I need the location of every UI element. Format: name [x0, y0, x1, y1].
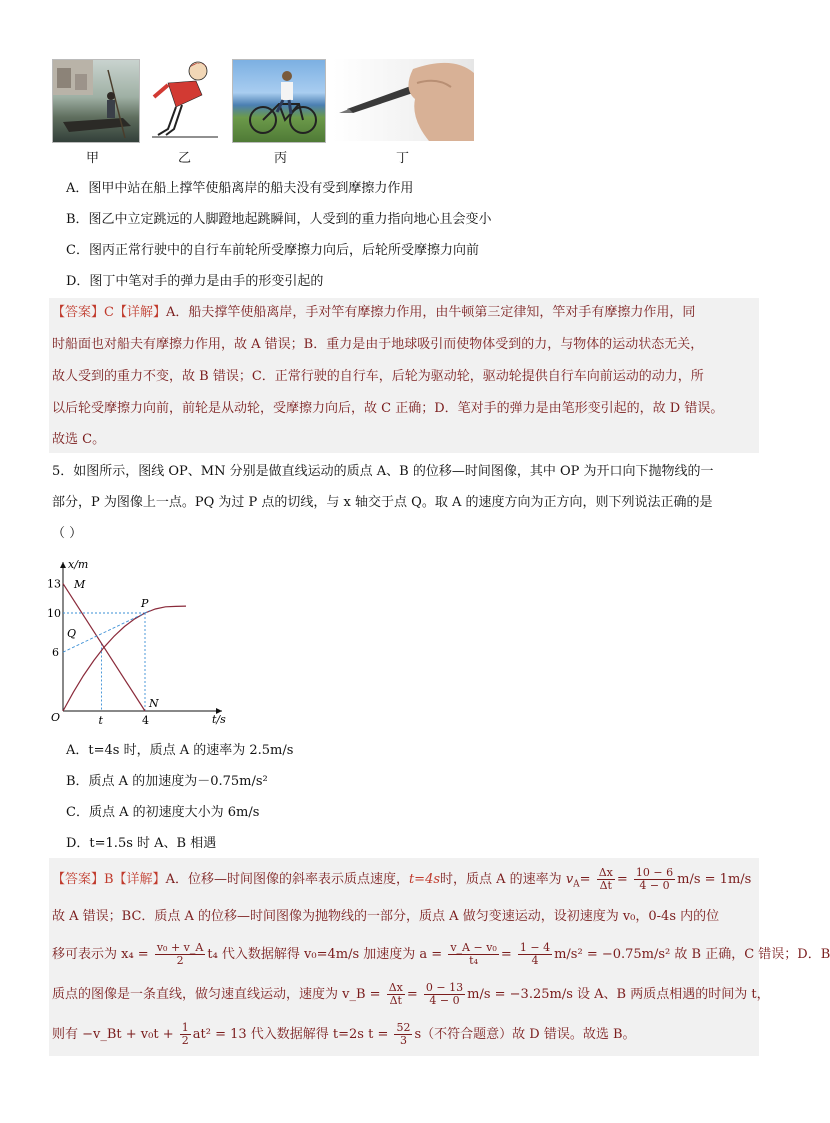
- point-label-q: Q: [67, 627, 77, 640]
- q5-a1-eq: =: [579, 872, 591, 887]
- q5-option-b: B．质点 A 的加速度为－0.75m/s²: [66, 774, 268, 789]
- q5-a5-text: 则有 −v_Bt + v₀t +: [52, 1027, 174, 1042]
- series-mn-line: [63, 584, 145, 711]
- caption-bing: 丙: [274, 151, 288, 166]
- q5-a3-frac-1: [155, 942, 206, 967]
- x-axis-label: t/s: [212, 713, 226, 726]
- q5-a1-text: A．位移—时间图像的斜率表示质点速度，: [165, 872, 409, 887]
- q5-answer-tag: 【答案】B【详解】: [52, 872, 166, 887]
- frac-num: 1 − 4: [519, 941, 551, 954]
- q5-answer-line-1: [52, 867, 751, 895]
- photo-cyclist: [232, 59, 326, 143]
- y-tick-13: 13: [47, 577, 61, 591]
- frac-den: 3: [399, 1034, 407, 1047]
- frac-num: 10 − 6: [635, 866, 674, 879]
- q5-a1-v: v: [565, 872, 574, 887]
- q4-option-b: B．图乙中立定跳远的人脚蹬地起跳瞬间，人受到的重力指向地心且会变小: [66, 212, 492, 227]
- frac-num: v₀ + v_A: [156, 941, 204, 954]
- y-tick-10: 10: [47, 607, 61, 620]
- q5-a3-frac-3: [518, 942, 552, 967]
- q5-a5-frac-1: [180, 1022, 191, 1047]
- frac-den: Δt: [389, 994, 402, 1007]
- q5-option-c: C．质点 A 的初速度大小为 6m/s: [66, 805, 260, 820]
- q5-a1-sub: A: [573, 879, 580, 890]
- q4-answer-text-1: A．船夫撑竿使船离岸，手对竿有摩擦力作用，由牛顿第三定律知，竿对手有摩擦力作用，同: [165, 305, 696, 320]
- frac-den: 4: [531, 954, 539, 967]
- caption-jia: 甲: [86, 151, 100, 166]
- caption-yi: 乙: [178, 151, 192, 166]
- q4-option-d: D．图丁中笔对手的弹力是由手的形变引起的: [66, 274, 324, 289]
- frac-num: 52: [396, 1021, 411, 1034]
- y-axis-label: x/m: [68, 558, 89, 571]
- point-label-p: P: [141, 597, 149, 610]
- frac-den: 2: [181, 1034, 189, 1047]
- frac-num: 0 − 13: [425, 981, 464, 994]
- q4-option-c: C．图丙正常行驶中的自行车前轮所受摩擦力向后，后轮所受摩擦力向前: [66, 243, 479, 258]
- q5-a4-text: 质点的图像是一条直线，做匀速直线运动，速度为 v_B =: [52, 987, 381, 1002]
- q4-option-a: A．图甲中站在船上撑竿使船离岸的船夫没有受到摩擦力作用: [66, 181, 414, 196]
- q5-stem-line-3: （ ）: [52, 526, 83, 541]
- origin-label: O: [51, 711, 61, 724]
- series-op-curve: [63, 606, 186, 711]
- q5-a5-text3: s（不符合题意）故 D 错误。故选 B。: [414, 1027, 636, 1042]
- point-label-n: N: [149, 697, 159, 710]
- q4-answer-line-2: 时船面也对船夫有摩擦力作用，故 A 错误；B．重力是由于地球吸引而使物体受到的力，与物体的运动状态无关，: [52, 337, 704, 352]
- y-tick-6: 6: [52, 646, 59, 660]
- q5-answer-line-5: [52, 1022, 636, 1047]
- frac-den: t₄: [469, 954, 478, 967]
- q5-a3-text2: t₄ 代入数据解得 v₀=4m/s 加速度为 a =: [207, 947, 443, 962]
- q5-a1-frac-num: [634, 867, 675, 892]
- caption-ding: 丁: [396, 151, 410, 166]
- frac-den: 4 − 0: [429, 994, 460, 1007]
- q5-stem-line-1: 5．如图所示，图线 OP、MN 分别是做直线运动的质点 A、B 的位移—时间图像，其中 OP 为开口向下抛物线的一: [52, 464, 714, 479]
- q5-a5-text2: at² = 13 代入数据解得 t=2s t =: [192, 1027, 389, 1042]
- x-tick-4: 4: [142, 714, 149, 727]
- q5-answer-line-2: 故 A 错误；BC．质点 A 的位移—时间图像为抛物线的一部分，质点 A 做匀变速运动，设初速度为 v₀，0-4s 内的位: [52, 909, 720, 924]
- q5-a4-frac-1: [387, 982, 405, 1007]
- q5-a3-text3: m/s² = −0.75m/s² 故 B 正确，C 错误；D．B: [554, 947, 830, 962]
- q5-option-d: D．t=1.5s 时 A、B 相遇: [66, 836, 217, 851]
- q5-answer-line-4: [52, 982, 770, 1007]
- photo-pen-in-hand: [333, 59, 474, 141]
- x-tick-t: t: [98, 714, 103, 727]
- q5-a1-text2: 时，质点 A 的速率为: [440, 872, 562, 887]
- point-label-m: M: [74, 578, 86, 591]
- q5-answer-line-3: [52, 942, 830, 967]
- q5-a3-frac-2: [448, 942, 499, 967]
- xt-graph: [46, 556, 226, 726]
- q5-a1-unit: m/s = 1m/s: [677, 872, 752, 887]
- series-pq-tangent: [63, 611, 150, 653]
- q5-a3-text: 移可表示为 x₄ =: [52, 947, 149, 962]
- q5-option-a: A．t=4s 时，质点 A 的速率为 2.5m/s: [66, 743, 294, 758]
- drawing-standing-jump: [146, 59, 222, 141]
- q5-stem-line-2: 部分，P 为图像上一点。PQ 为过 P 点的切线，与 x 轴交于点 Q。取 A 的速度方向为正方向，则下列说法正确的是: [52, 495, 713, 510]
- q5-a4-frac-2: [424, 982, 465, 1007]
- q5-a4-text2: m/s = −3.25m/s 设 A、B 两质点相遇的时间为 t，: [467, 987, 770, 1002]
- q5-a4-eq: =: [406, 987, 418, 1002]
- frac-den: Δt: [599, 879, 612, 892]
- frac-num: v_A − v₀: [450, 941, 497, 954]
- q5-a1-eq2: =: [616, 872, 628, 887]
- frac-den: 4 − 0: [639, 879, 670, 892]
- q4-answer-line-4: 以后轮受摩擦力向前，前轮是从动轮，受摩擦力向后，故 C 正确；D．笔对手的弹力是由笔形变引起的，故 D 错误。: [52, 401, 724, 416]
- q4-answer-line-1: [52, 303, 695, 323]
- q5-a5-frac-2: [394, 1022, 412, 1047]
- frac-num: 1: [181, 1021, 189, 1034]
- frac-num: Δx: [598, 866, 613, 879]
- q5-a3-eq: =: [500, 947, 512, 962]
- frac-den: 2: [176, 954, 184, 967]
- q5-a1-frac-dx: [597, 867, 615, 892]
- q4-answer-tag: 【答案】C【详解】: [52, 305, 166, 320]
- q5-a1-t4: t=4s: [408, 872, 441, 887]
- frac-num: Δx: [388, 981, 403, 994]
- photo-boatman: [52, 59, 140, 143]
- q4-answer-line-5: 故选 C。: [52, 432, 106, 447]
- q4-answer-line-3: 故人受到的重力不变，故 B 错误；C．正常行驶的自行车，后轮为驱动轮，驱动轮提供自行车向前运动的动力，所: [52, 369, 704, 384]
